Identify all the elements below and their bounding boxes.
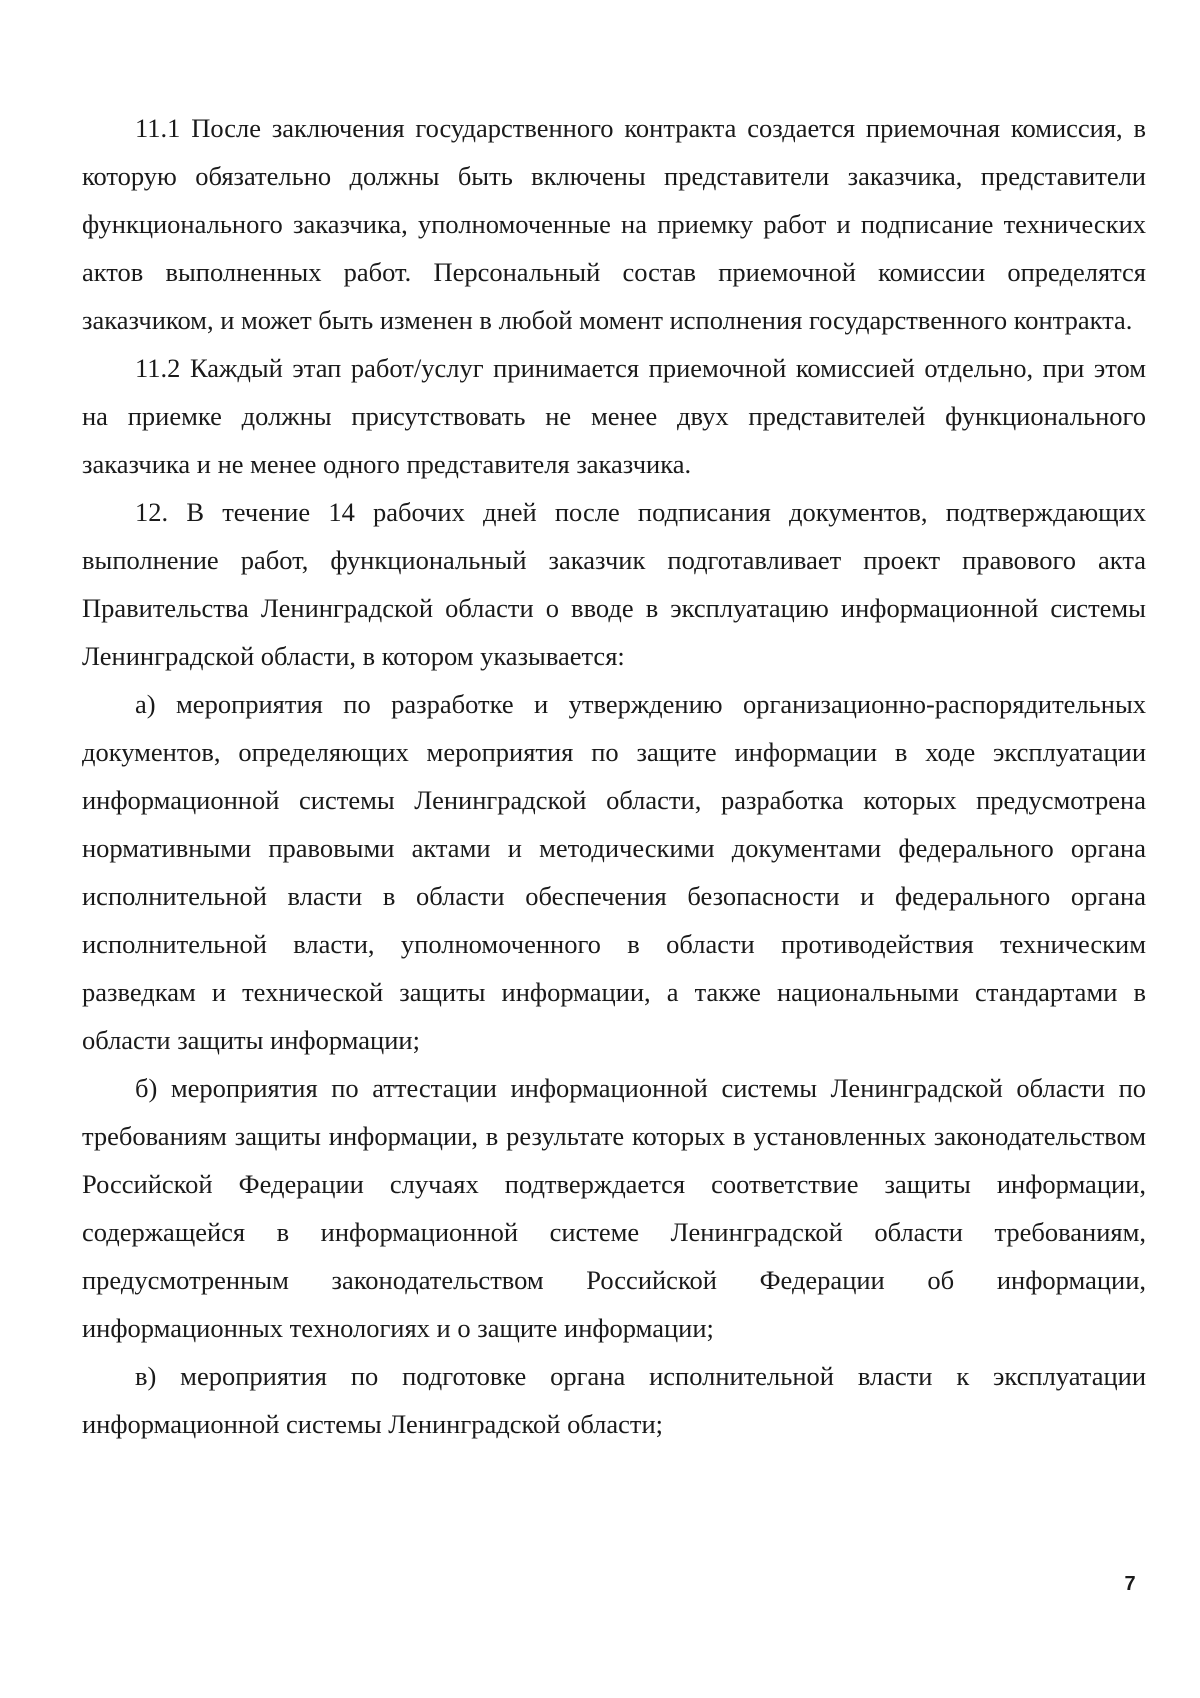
paragraph-12: 12. В течение 14 рабочих дней после подписания документов, подтверждающих выполнение работ, функциональный заказчик подготавливает проект правового акта Правительства Ленинградской области о вводе в эксплуатацию информационной системы Ленинградской области, в котором указывается: [82,497,1146,671]
page-number: 7 [1124,1573,1136,1595]
paragraph-12-b: б) мероприятия по аттестации информационной системы Ленинградской области по требованиям защиты информации, в результате которых в установленных законодательством Российской Федерации случаях подтверждается соответствие защиты информации, содержащейся в информационной системе Ленинградской области требованиям, предусмотренным законодательством Российской Федерации об информации, информационных технологиях и о защите информации; [82,1073,1146,1343]
paragraph-11-2: 11.2 Каждый этап работ/услуг принимается приемочной комиссией отдельно, при этом на приемке должны присутствовать не менее двух представителей функционального заказчика и не менее одного представителя заказчика. [82,353,1146,479]
paragraph-12-a: а) мероприятия по разработке и утверждению организационно-распорядительных документов, определяющих мероприятия по защите информации в ходе эксплуатации информационной системы Ленинградской области, разработка которых предусмотрена нормативными правовыми актами и методическими документами федерального органа исполнительной власти в области обеспечения безопасности и федерального органа исполнительной власти, уполномоченного в области противодействия техническим разведкам и технической защиты информации, а также национальными стандартами в области защиты информации; [82,689,1146,1055]
paragraph-12-v: в) мероприятия по подготовке органа исполнительной власти к эксплуатации информационной системы Ленинградской области; [82,1361,1146,1439]
paragraph-11-1: 11.1 После заключения государственного контракта создается приемочная комиссия, в которую обязательно должны быть включены представители заказчика, представители функционального заказчика, уполномоченные на приемку работ и подписание технических актов выполненных работ. Персональный состав приемочной комиссии определятся заказчиком, и может быть изменен в любой момент исполнения государственного контракта. [82,113,1146,335]
document-body [82,104,1146,1448]
